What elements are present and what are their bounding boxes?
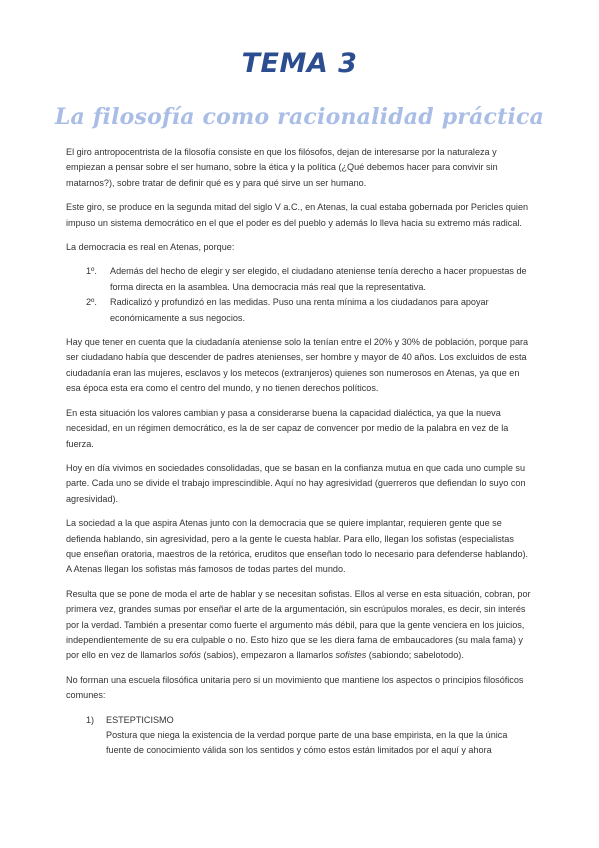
text-run: (sabios), empezaron a llamarlos bbox=[200, 650, 336, 661]
list-marker: 1º. bbox=[86, 266, 97, 277]
term-sofistes: sofistes bbox=[335, 650, 367, 661]
section-heading: ESTEPTICISMO bbox=[106, 714, 174, 725]
text-run: Resulta que se pone de moda el arte de hablar y se necesitan sofistas. Ellos al verse en esta situación, cobran, por primera vez, grandes sumas por enseñar el arte de la argumentación, sin escrúpulos morales, es decir, sin interés por la verdad. También a presentar como fuerte el argumento más débil, para que la gente venciera en los juicios, independientemente de su era culpable o no. Esto hizo que se les diera fama de embaucadores (su mala fama) y por ello en vez de llamarlos bbox=[66, 588, 531, 661]
list-item-text: Radicalizó y profundizó en las medidas. Puso una renta mínima a los ciudadanos para apoyar económicamente a sus negocios. bbox=[110, 297, 489, 323]
document-body bbox=[66, 145, 531, 759]
paragraph: En esta situación los valores cambian y pasa a considerarse buena la capacidad dialéctica, ya que la nueva necesidad, en un régimen democrático, es la de ser capaz de convencer por medio de la palabra en vez de la fuerza. bbox=[66, 407, 509, 449]
reasons-list bbox=[66, 264, 531, 326]
paragraph: La democracia es real en Atenas, porque: bbox=[66, 242, 235, 253]
term-sofos: sofós bbox=[179, 650, 201, 661]
text-run: (sabiondo; sabelotodo). bbox=[366, 650, 464, 661]
list-item bbox=[86, 295, 531, 326]
list-item-text: Postura que niega la existencia de la verdad porque parte de una base empirista, en la que la única fuente de conocimiento válida son los sentidos y cómo estos están limitados por el aquí y ahora bbox=[106, 730, 508, 756]
paragraph-sofistas bbox=[66, 587, 531, 664]
aspects-list bbox=[66, 713, 531, 759]
list-item bbox=[86, 713, 531, 759]
list-item-text: Además del hecho de elegir y ser elegido, el ciudadano ateniense tenía derecho a hacer propuestas de forma directa en la asamblea. Una democracia más real que la representativa. bbox=[110, 266, 527, 292]
list-marker: 1) bbox=[86, 714, 95, 725]
paragraph: Hay que tener en cuenta que la ciudadanía ateniense solo la tenían entre el 20% y 30% de población, porque para ser ciudadano había que descender de padres atenienses, ser hombre y mayor de 40 años. Los excluidos de esta ciudadanía eran las mujeres, esclavos y los metecos (extranjeros) quienes son numerosos en Atenas, ya que en esa época esta era como el centro del mundo, y no tienen derechos políticos. bbox=[66, 337, 529, 394]
paragraph: Este giro, se produce en la segunda mitad del siglo V a.C., en Atenas, la cual estaba gobernada por Pericles quien impuso un sistema democrático en el que el poder es del pueblo y además lo lleva hacia su extremo más radical. bbox=[66, 202, 529, 228]
list-item bbox=[86, 264, 531, 295]
list-marker: 2º. bbox=[86, 297, 97, 308]
page-title: TEMA 3 bbox=[241, 48, 358, 79]
paragraph: La sociedad a la que aspira Atenas junto con la democracia que se quiere implantar, requieren gente que se defienda hablando, sin agresividad, pero a la gente le cuesta hablar. Para ello, llegan los sofistas (especialistas que enseñan oratoria, maestros de la retórica, eruditos que enseñan todo lo necesario para defenderse hablando). A Atenas llegan los sofistas más famosos de todas partes del mundo. bbox=[66, 518, 529, 575]
paragraph: No forman una escuela filosófica unitaria pero si un movimiento que mantiene los aspectos o principios filosóficos comunes: bbox=[66, 674, 524, 701]
paragraph: Hoy en día vivimos en sociedades consolidadas, que se basan en la confianza mutua en que cada uno cumple su parte. Cada uno se divide el trabajo imprescindible. Aquí no hay agresividad (guerreros que defiendan lo suyo con agresividad). bbox=[66, 462, 526, 504]
paragraph: El giro antropocentrista de la filosofía consiste en que los filósofos, dejan de interesarse por la naturaleza y empiezan a pensar sobre el ser humano, sobre la ética y la política (¿Qué debemos hacer para convivir sin matarnos?), sobre tratar de definir qué es y para qué sirve un ser humano. bbox=[66, 147, 498, 188]
page-subtitle: La filosofía como racionalidad práctica bbox=[54, 104, 545, 130]
